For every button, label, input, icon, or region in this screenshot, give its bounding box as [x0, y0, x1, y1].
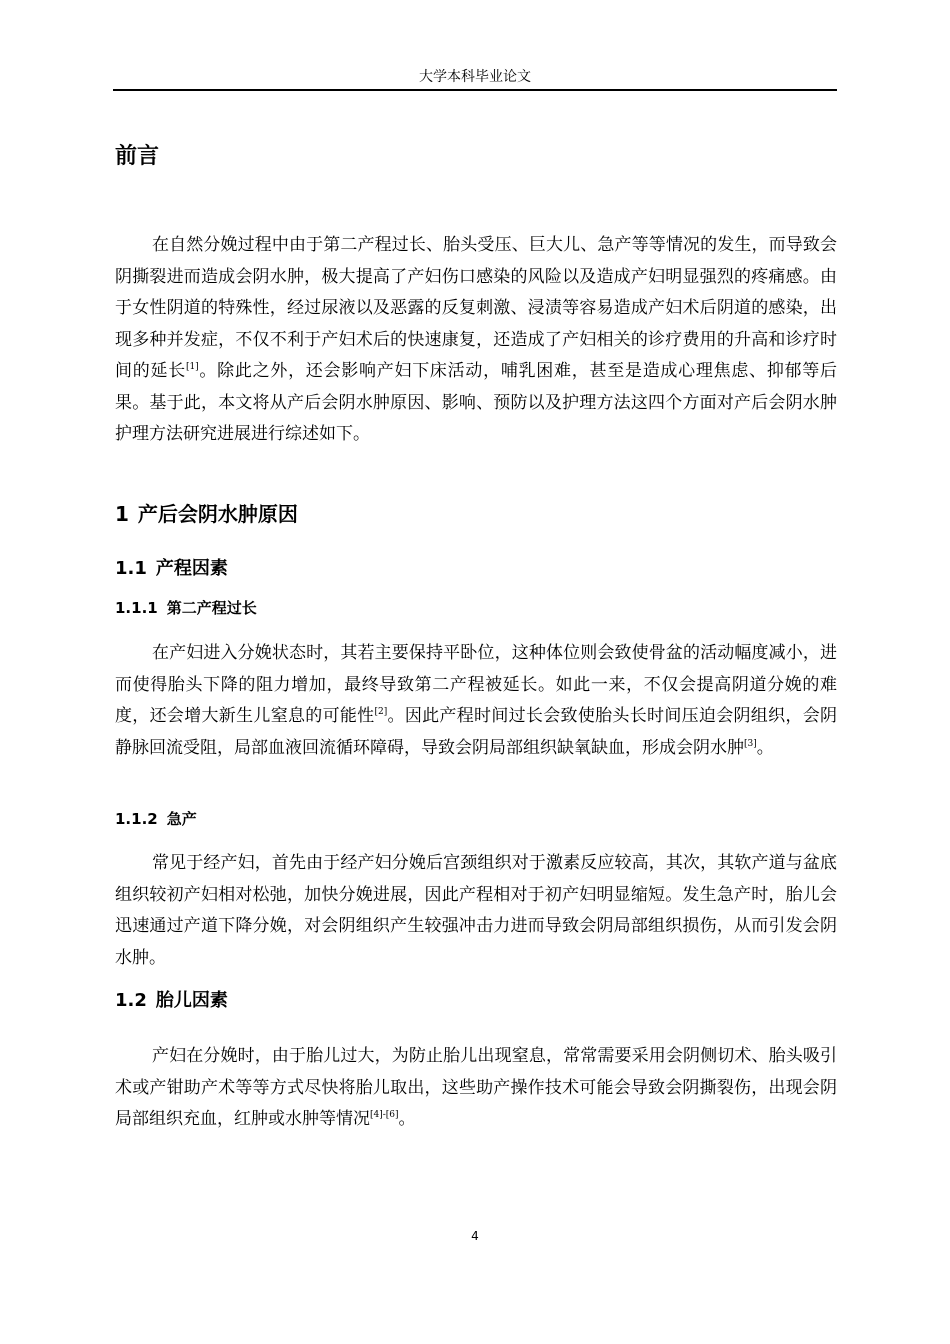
section-1-2-heading — [115, 988, 228, 1014]
preface-text-1: 在自然分娩过程中由于第二产程过长、胎头受压、巨大儿、急产等等情况的发生，而导致会阴撕裂进而造成会阴水肿，极大提高了产妇伤口感染的风险以及造成产妇明显强烈的疼痛感。由于女性阴道的特殊性，经过尿液以及恶露的反复刺激、浸渍等容易造成产妇术后阴道的感染，出现多种并发症，不仅不利于产妇术后的快速康复，还造成了产妇相关的诊疗费用的升高和诊疗时间的延长 — [115, 235, 837, 381]
section-1-2-text-2: 。 — [398, 1109, 416, 1129]
section-1-title: 产后会阴水肿原因 — [137, 502, 298, 526]
citation-4-6: [4]-[6] — [370, 1110, 399, 1120]
section-1-2-text-1: 产妇在分娩时，由于胎儿过大，为防止胎儿出现窒息，常常需要采用会阴侧切术、胎头吸引术或产钳助产术等等方式尽快将胎儿取出，这些助产操作技术可能会导致会阴撕裂伤，出现会阴局部组织充血，红肿或水肿等情况 — [115, 1046, 837, 1129]
citation-1: [1] — [185, 362, 199, 372]
citation-2: [2] — [374, 707, 388, 717]
page-header-title: 大学本科毕业论文 — [419, 69, 531, 85]
section-1-1-number: 1.1 — [115, 558, 147, 579]
section-1-1-1-paragraph — [115, 638, 837, 764]
section-1-number: 1 — [115, 502, 129, 526]
section-1-1-2-number: 1.1.2 — [115, 810, 158, 828]
section-1-1-heading — [115, 556, 228, 582]
section-1-1-1-title: 第二产程过长 — [166, 599, 257, 617]
section-1-1-2-text-1: 常见于经产妇，首先由于经产妇分娩后宫颈组织对于激素反应较高，其次，其软产道与盆底组织较初产妇相对松弛，加快分娩进展，因此产程相对于初产妇明显缩短。发生急产时，胎儿会迅速通过产道下降分娩，对会阴组织产生较强冲击力进而导致会阴局部组织损伤，从而引发会阴水肿。 — [115, 853, 837, 968]
section-1-1-1-text-1: 在产妇进入分娩状态时，其若主要保持平卧位，这种体位则会致使骨盆的活动幅度减小，进而使得胎头下降的阻力增加，最终导致第二产程被延长。如此一来，不仅会提高阴道分娩的难度，还会增大新生儿窒息的可能性 — [115, 643, 837, 726]
section-1-1-2-title: 急产 — [166, 810, 197, 828]
header-rule — [113, 89, 837, 91]
section-1-1-1-heading — [115, 597, 257, 619]
section-1-1-2-paragraph — [115, 848, 837, 974]
section-1-1-title: 产程因素 — [155, 558, 228, 579]
section-1-2-paragraph — [115, 1041, 837, 1136]
section-1-heading — [115, 500, 298, 528]
preface-text-2: 。除此之外，还会影响产妇下床活动，哺乳困难，甚至是造成心理焦虑、抑郁等后果。基于此，本文将从产后会阴水肿原因、影响、预防以及护理方法这四个方面对产后会阴水肿护理方法研究进展进行综述如下。 — [115, 361, 838, 444]
citation-3: [3] — [744, 738, 757, 749]
section-1-2-number: 1.2 — [115, 990, 147, 1011]
page-number: 4 — [471, 1229, 479, 1243]
section-1-1-1-number: 1.1.1 — [115, 599, 158, 617]
preface-paragraph — [115, 230, 837, 451]
section-1-1-1-text-3: 。 — [756, 737, 774, 758]
section-1-1-1-text-2: 。因此产程时间过长会致使胎头长时间压迫会阴组织，会阴静脉回流受阻，局部血液回流循环障碍，导致会阴局部组织缺氧缺血，形成会阴水肿 — [115, 706, 838, 758]
section-1-1-2-heading — [115, 808, 197, 830]
preface-heading: 前言 — [115, 144, 160, 169]
section-1-2-title: 胎儿因素 — [155, 990, 228, 1011]
